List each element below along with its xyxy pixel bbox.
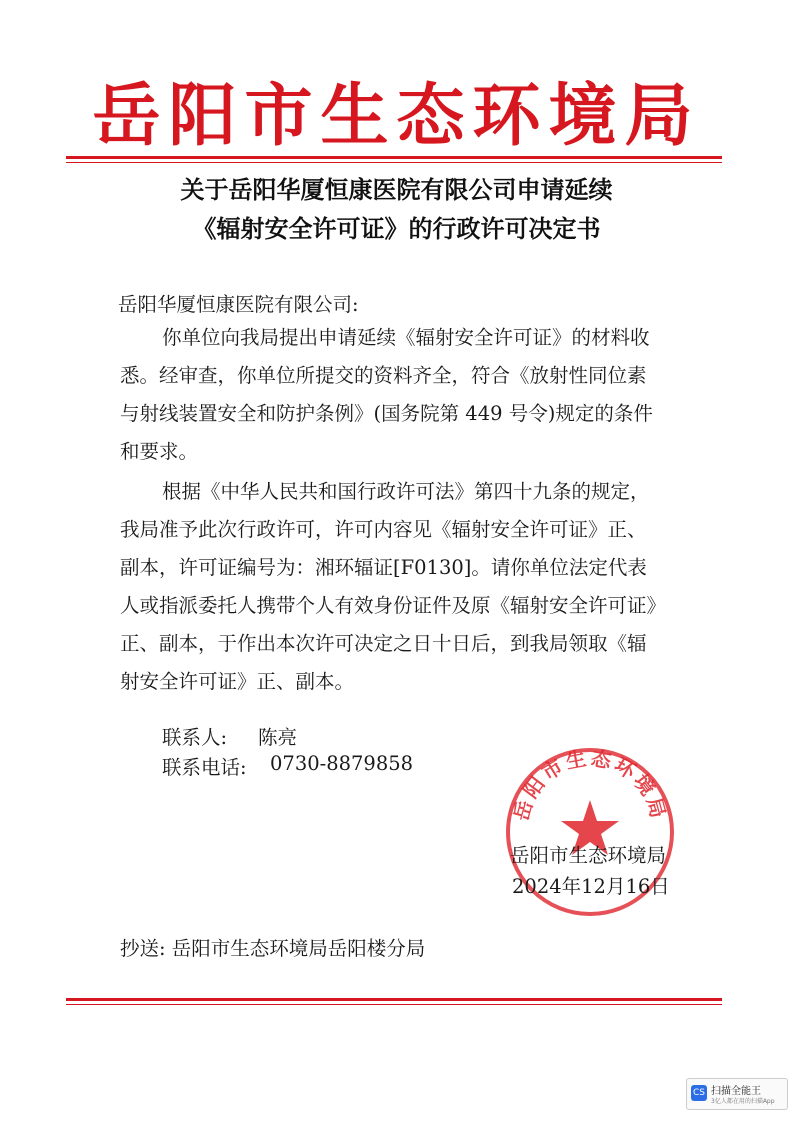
scanner-watermark [686, 1078, 788, 1110]
paragraph-2-line: 正、副本，于作出本次许可决定之日十日后，到我局领取《辐 [120, 632, 647, 655]
paragraph-2-line: 根据《中华人民共和国行政许可法》第四十九条的规定， [162, 480, 650, 503]
scanner-subtitle: 3亿人都在用的扫描App [711, 1098, 775, 1105]
contact-person-name: 陈亮 [258, 726, 298, 749]
header-rule-thin [66, 162, 722, 163]
contact-person-label: 联系人: [162, 726, 228, 749]
document-title-line1: 关于岳阳华厦恒康医院有限公司申请延续 [180, 176, 613, 204]
paragraph-1-line: 你单位向我局提出申请延续《辐射安全许可证》的材料收 [162, 326, 650, 349]
paragraph-2-line: 人或指派委托人携带个人有效身份证件及原《辐射安全许可证》 [120, 594, 667, 617]
letterhead: 岳阳市生态环境局 [92, 76, 701, 156]
salutation: 岳阳华厦恒康医院有限公司: [118, 293, 359, 316]
contact-phone-label: 联系电话: [162, 756, 247, 779]
scanner-logo-icon: CS [691, 1085, 707, 1101]
paragraph-2-line: 我局准予此次行政许可，许可内容见《辐射安全许可证》正、 [120, 518, 647, 541]
cc-line: 抄送: 岳阳市生态环境局岳阳楼分局 [120, 937, 426, 960]
paragraph-2-line: 射安全许可证》正、副本。 [120, 670, 355, 693]
header-rule-thick [66, 156, 722, 159]
document-title-line2: 《辐射安全许可证》的行政许可决定书 [192, 215, 601, 243]
paragraph-1-line: 与射线装置安全和防护条例》(国务院第 449 号令)规定的条件 [120, 402, 653, 425]
footer-rule-thick [66, 998, 722, 1001]
footer-rule-thin [66, 1004, 722, 1005]
contact-phone: 0730-8879858 [270, 752, 414, 775]
paragraph-2-line: 副本，许可证编号为：湘环辐证[F0130]。请你单位法定代表 [120, 556, 647, 579]
paragraph-1-line: 悉。经审查，你单位所提交的资料齐全，符合《放射性同位素 [120, 364, 647, 387]
signature-org: 岳阳市生态环境局 [510, 844, 667, 867]
scanner-name: 扫描全能王 [711, 1086, 761, 1097]
signature-date: 2024年12月16日 [512, 875, 670, 898]
seal-text: 岳阳市生态环境局 [508, 745, 672, 824]
paragraph-1-line: 和要求。 [120, 440, 199, 463]
